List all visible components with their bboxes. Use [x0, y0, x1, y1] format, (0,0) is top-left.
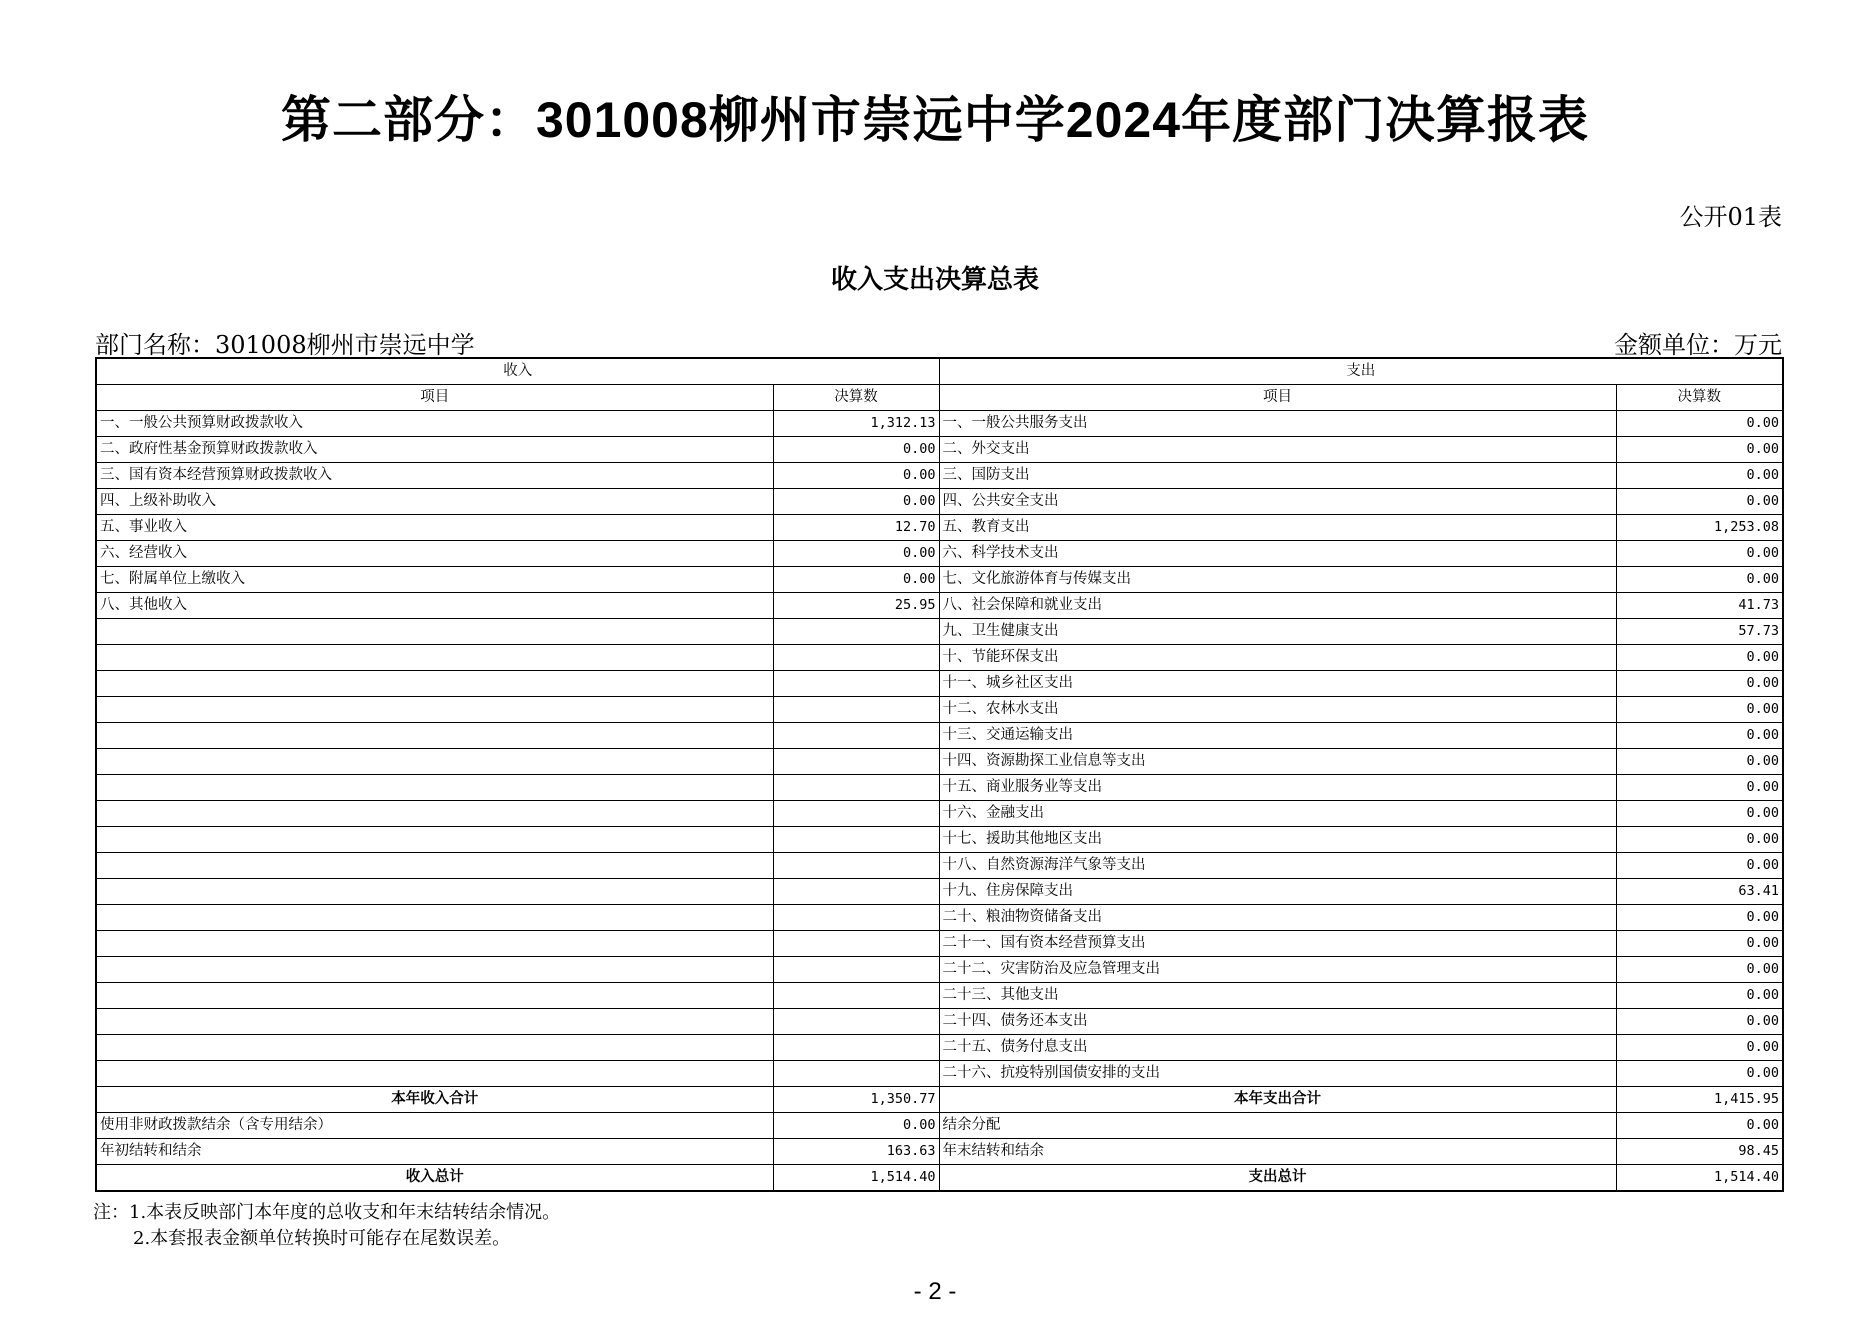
- income-amount: 1,312.13: [773, 411, 939, 437]
- income-amount: [773, 957, 939, 983]
- income-item: [96, 1009, 773, 1035]
- expense-amount: 0.00: [1616, 749, 1783, 775]
- expense-item: 二十五、债务付息支出: [939, 1035, 1616, 1061]
- table-row: [96, 1139, 1783, 1165]
- table-row: [96, 515, 1783, 541]
- income-amount: [773, 905, 939, 931]
- income-amount: [773, 853, 939, 879]
- expense-item: 十二、农林水支出: [939, 697, 1616, 723]
- table-row: [96, 775, 1783, 801]
- income-total-label: 收入总计: [96, 1165, 773, 1192]
- income-amount: 0.00: [773, 437, 939, 463]
- income-item: [96, 957, 773, 983]
- table-row: [96, 697, 1783, 723]
- expense-item: 十五、商业服务业等支出: [939, 775, 1616, 801]
- expense-amount: 98.45: [1616, 1139, 1783, 1165]
- expense-total-amount: 1,514.40: [1616, 1165, 1783, 1192]
- table-row: [96, 541, 1783, 567]
- income-item: [96, 619, 773, 645]
- page-title: 第二部分：301008柳州市崇远中学2024年度部门决算报表: [280, 92, 1590, 148]
- income-amount: [773, 775, 939, 801]
- table-row: [96, 567, 1783, 593]
- year-total-row: [96, 1087, 1783, 1113]
- table-row: [96, 853, 1783, 879]
- income-total-amount: 1,514.40: [773, 1165, 939, 1192]
- expense-amount: 0.00: [1616, 541, 1783, 567]
- income-item: 二、政府性基金预算财政拨款收入: [96, 437, 773, 463]
- table-row: [96, 1113, 1783, 1139]
- income-amount: [773, 723, 939, 749]
- income-amount: [773, 619, 939, 645]
- table-row: [96, 593, 1783, 619]
- amount-unit: 金额单位：万元: [1614, 331, 1782, 359]
- table-row: [96, 723, 1783, 749]
- table-row: [96, 879, 1783, 905]
- income-item: 使用非财政拨款结余（含专用结余）: [96, 1113, 773, 1139]
- income-item: 一、一般公共预算财政拨款收入: [96, 411, 773, 437]
- income-amount: [773, 801, 939, 827]
- income-amount: [773, 645, 939, 671]
- income-amount: [773, 1061, 939, 1087]
- section-header-row: [96, 358, 1783, 385]
- expense-amount: 0.00: [1616, 411, 1783, 437]
- income-amount: 0.00: [773, 1113, 939, 1139]
- expense-amount: 0.00: [1616, 1061, 1783, 1087]
- column-header-row: [96, 385, 1783, 411]
- income-amount: 163.63: [773, 1139, 939, 1165]
- income-item: [96, 645, 773, 671]
- expense-item: 十六、金融支出: [939, 801, 1616, 827]
- income-amount: [773, 983, 939, 1009]
- income-item: 四、上级补助收入: [96, 489, 773, 515]
- expense-item: 二十二、灾害防治及应急管理支出: [939, 957, 1616, 983]
- table-row: [96, 801, 1783, 827]
- income-item: [96, 671, 773, 697]
- income-total-amount: 1,350.77: [773, 1087, 939, 1113]
- expense-amount: 0.00: [1616, 983, 1783, 1009]
- income-amount: 12.70: [773, 515, 939, 541]
- table-row: [96, 1035, 1783, 1061]
- income-item: [96, 801, 773, 827]
- income-amount: [773, 697, 939, 723]
- income-item: [96, 905, 773, 931]
- expense-item: 二十三、其他支出: [939, 983, 1616, 1009]
- expense-item: 二十、粮油物资储备支出: [939, 905, 1616, 931]
- expense-amount: 1,253.08: [1616, 515, 1783, 541]
- expense-item: 十三、交通运输支出: [939, 723, 1616, 749]
- expense-amount: 0.00: [1616, 463, 1783, 489]
- expense-amount: 0.00: [1616, 1009, 1783, 1035]
- income-item: [96, 879, 773, 905]
- income-item: 年初结转和结余: [96, 1139, 773, 1165]
- table-row: [96, 671, 1783, 697]
- expense-amount: 0.00: [1616, 489, 1783, 515]
- note-1: 注：1.本表反映部门本年度的总收支和年末结转结余情况。: [93, 1202, 561, 1223]
- expense-amount-header: 决算数: [1616, 385, 1783, 411]
- expense-amount: 0.00: [1616, 1035, 1783, 1061]
- expense-amount: 0.00: [1616, 437, 1783, 463]
- page-number: - 2 -: [913, 1278, 957, 1305]
- table-title: 收入支出决算总表: [830, 265, 1039, 295]
- income-amount: [773, 931, 939, 957]
- expense-total-label: 支出总计: [939, 1165, 1616, 1192]
- table-row: [96, 905, 1783, 931]
- expense-amount: 0.00: [1616, 645, 1783, 671]
- expense-amount: 0.00: [1616, 931, 1783, 957]
- expense-item: 五、教育支出: [939, 515, 1616, 541]
- income-item: [96, 1061, 773, 1087]
- table-row: [96, 411, 1783, 437]
- income-item: [96, 983, 773, 1009]
- table-row: [96, 619, 1783, 645]
- expense-item: 九、卫生健康支出: [939, 619, 1616, 645]
- income-item: [96, 931, 773, 957]
- income-amount: 0.00: [773, 567, 939, 593]
- department-name: 部门名称：301008柳州市崇远中学: [95, 331, 475, 359]
- expense-item: 十四、资源勘探工业信息等支出: [939, 749, 1616, 775]
- income-item: [96, 749, 773, 775]
- income-item: [96, 853, 773, 879]
- expense-amount: 0.00: [1616, 775, 1783, 801]
- expense-item: 七、文化旅游体育与传媒支出: [939, 567, 1616, 593]
- table-row: [96, 957, 1783, 983]
- expense-amount: 41.73: [1616, 593, 1783, 619]
- income-amount: 0.00: [773, 489, 939, 515]
- expense-item: 三、国防支出: [939, 463, 1616, 489]
- income-amount-header: 决算数: [773, 385, 939, 411]
- expense-item: 二十一、国有资本经营预算支出: [939, 931, 1616, 957]
- expense-amount: 0.00: [1616, 671, 1783, 697]
- expense-total-amount: 1,415.95: [1616, 1087, 1783, 1113]
- table-row: [96, 645, 1783, 671]
- table-row: [96, 931, 1783, 957]
- expense-total-label: 本年支出合计: [939, 1087, 1616, 1113]
- income-amount: [773, 1035, 939, 1061]
- expense-item: 十一、城乡社区支出: [939, 671, 1616, 697]
- income-item: [96, 775, 773, 801]
- income-amount: [773, 749, 939, 775]
- table-row: [96, 437, 1783, 463]
- expense-item: 二十六、抗疫特别国债安排的支出: [939, 1061, 1616, 1087]
- table-code: 公开01表: [1679, 203, 1782, 231]
- income-amount: [773, 827, 939, 853]
- income-amount: [773, 1009, 939, 1035]
- income-item: [96, 827, 773, 853]
- income-amount: 0.00: [773, 463, 939, 489]
- expense-item: 十九、住房保障支出: [939, 879, 1616, 905]
- expense-item: 四、公共安全支出: [939, 489, 1616, 515]
- table-row: [96, 827, 1783, 853]
- income-amount: 25.95: [773, 593, 939, 619]
- table-row: [96, 1061, 1783, 1087]
- income-item: [96, 697, 773, 723]
- income-item: [96, 723, 773, 749]
- expense-item: 一、一般公共服务支出: [939, 411, 1616, 437]
- notes: [93, 1200, 560, 1252]
- income-item: 八、其他收入: [96, 593, 773, 619]
- expense-amount: 0.00: [1616, 801, 1783, 827]
- expense-item: 八、社会保障和就业支出: [939, 593, 1616, 619]
- income-item: 七、附属单位上缴收入: [96, 567, 773, 593]
- expense-amount: 0.00: [1616, 853, 1783, 879]
- income-item: 三、国有资本经营预算财政拨款收入: [96, 463, 773, 489]
- income-item-header: 项目: [96, 385, 773, 411]
- note-2: 2.本套报表金额单位转换时可能存在尾数误差。: [133, 1228, 511, 1249]
- table-row: [96, 463, 1783, 489]
- expense-section-header: 支出: [939, 358, 1783, 385]
- table-row: [96, 749, 1783, 775]
- expense-item: 年末结转和结余: [939, 1139, 1616, 1165]
- income-item: 六、经营收入: [96, 541, 773, 567]
- expense-amount: 63.41: [1616, 879, 1783, 905]
- expense-amount: 0.00: [1616, 957, 1783, 983]
- expense-amount: 0.00: [1616, 697, 1783, 723]
- expense-item: 十七、援助其他地区支出: [939, 827, 1616, 853]
- expense-item: 六、科学技术支出: [939, 541, 1616, 567]
- table-row: [96, 983, 1783, 1009]
- expense-amount: 0.00: [1616, 905, 1783, 931]
- expense-item: 十、节能环保支出: [939, 645, 1616, 671]
- income-expense-table: [95, 357, 1784, 1192]
- expense-amount: 0.00: [1616, 723, 1783, 749]
- expense-item: 十八、自然资源海洋气象等支出: [939, 853, 1616, 879]
- table-row: [96, 1009, 1783, 1035]
- expense-item: 二十四、债务还本支出: [939, 1009, 1616, 1035]
- income-amount: [773, 671, 939, 697]
- expense-amount: 57.73: [1616, 619, 1783, 645]
- expense-amount: 0.00: [1616, 827, 1783, 853]
- expense-item: 结余分配: [939, 1113, 1616, 1139]
- expense-amount: 0.00: [1616, 1113, 1783, 1139]
- expense-item: 二、外交支出: [939, 437, 1616, 463]
- income-total-label: 本年收入合计: [96, 1087, 773, 1113]
- expense-amount: 0.00: [1616, 567, 1783, 593]
- expense-item-header: 项目: [939, 385, 1616, 411]
- income-amount: [773, 879, 939, 905]
- income-section-header: 收入: [96, 358, 939, 385]
- income-item: 五、事业收入: [96, 515, 773, 541]
- grand-total-row: [96, 1165, 1783, 1192]
- income-amount: 0.00: [773, 541, 939, 567]
- income-item: [96, 1035, 773, 1061]
- table-row: [96, 489, 1783, 515]
